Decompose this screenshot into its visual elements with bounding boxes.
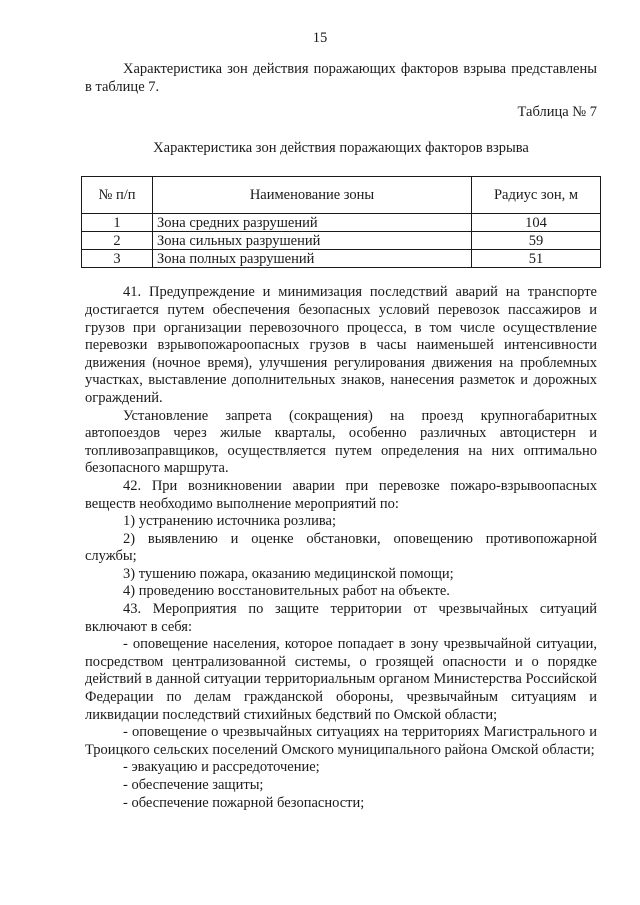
table-row: [82, 250, 601, 268]
row-number: 3: [82, 250, 153, 268]
table-row: [82, 232, 601, 250]
row-radius: 59: [472, 232, 601, 250]
row-number: 1: [82, 214, 153, 232]
list-item: - обеспечение защиты;: [123, 777, 264, 793]
paragraph-restriction: Установление запрета (сокращения) на проезд крупногабаритных автопоездов через жилые кварталы, особенно различных автоцистерн и топливозаправщиков, осуществляется путем определения на них оптимально безопасного маршрута.: [85, 407, 597, 477]
row-radius: 104: [472, 214, 601, 232]
header-radius: Радиус зон, м: [472, 177, 601, 214]
paragraph-42: 42. При возникновении аварии при перевозке пожаро-взрывоопасных веществ необходимо выполнение мероприятий по:: [85, 477, 597, 512]
table-title: Характеристика зон действия поражающих факторов взрыва: [153, 139, 529, 156]
list-item: - оповещение о чрезвычайных ситуациях на территориях Магистрального и Троицкого сельских поселений Омского муниципального района Омской области;: [85, 724, 597, 758]
list-item: - оповещение населения, которое попадает в зону чрезвычайной ситуации, посредством централизованной системы, о грозящей опасности и о порядке действий в данной ситуации территориальным органом Министерства Российской Федерации по делам гражданской обороны, чрезвычайным ситуациям и ликвидации последствий стихийных бедствий по Омской области;: [85, 636, 597, 723]
row-zone-name: Зона сильных разрушений: [153, 232, 472, 250]
row-number: 2: [82, 232, 153, 250]
intro-paragraph: Характеристика зон действия поражающих факторов взрыва представлены в таблице 7.: [85, 61, 597, 95]
list-item: - обеспечение пожарной безопасности;: [123, 794, 365, 811]
list-item: - эвакуацию и рассредоточение;: [123, 759, 320, 776]
row-zone-name: Зона полных разрушений: [153, 250, 472, 268]
table-header-row: [82, 177, 601, 214]
explosion-zones-table: [81, 176, 601, 268]
paragraph-43: 43. Мероприятия по защите территории от чрезвычайных ситуаций включают в себя:: [85, 601, 597, 635]
page-number: 15: [312, 30, 328, 46]
table-row: [82, 214, 601, 232]
row-radius: 51: [472, 250, 601, 268]
list-item: 2) выявлению и оценке обстановки, оповещению противопожарной службы;: [85, 530, 597, 565]
row-zone-name: Зона средних разрушений: [153, 214, 472, 232]
table-label: Таблица № 7: [517, 104, 597, 121]
header-zone-name: Наименование зоны: [153, 177, 472, 214]
header-number: № п/п: [82, 177, 153, 214]
document-body: [85, 61, 597, 812]
list-item: 1) устранению источника розлива;: [123, 513, 337, 530]
list-item: 4) проведению восстановительных работ на объекте.: [123, 583, 450, 600]
list-item: 3) тушению пожара, оказанию медицинской помощи;: [123, 565, 454, 582]
paragraph-41: 41. Предупреждение и минимизация последствий аварий на транспорте достигается путем обеспечения безопасных условий перевозок пассажиров и грузов при организации перевозочного процесса, в том числе осуществление перевозки взрывопожароопасных грузов в часы наименьшей интенсивности движения (ночное время), улучшения регулирования движения на проблемных участках, выставление дополнительных знаков, нанесения разметок и дорожных ограждений.: [85, 284, 597, 406]
body-text: [85, 284, 597, 812]
